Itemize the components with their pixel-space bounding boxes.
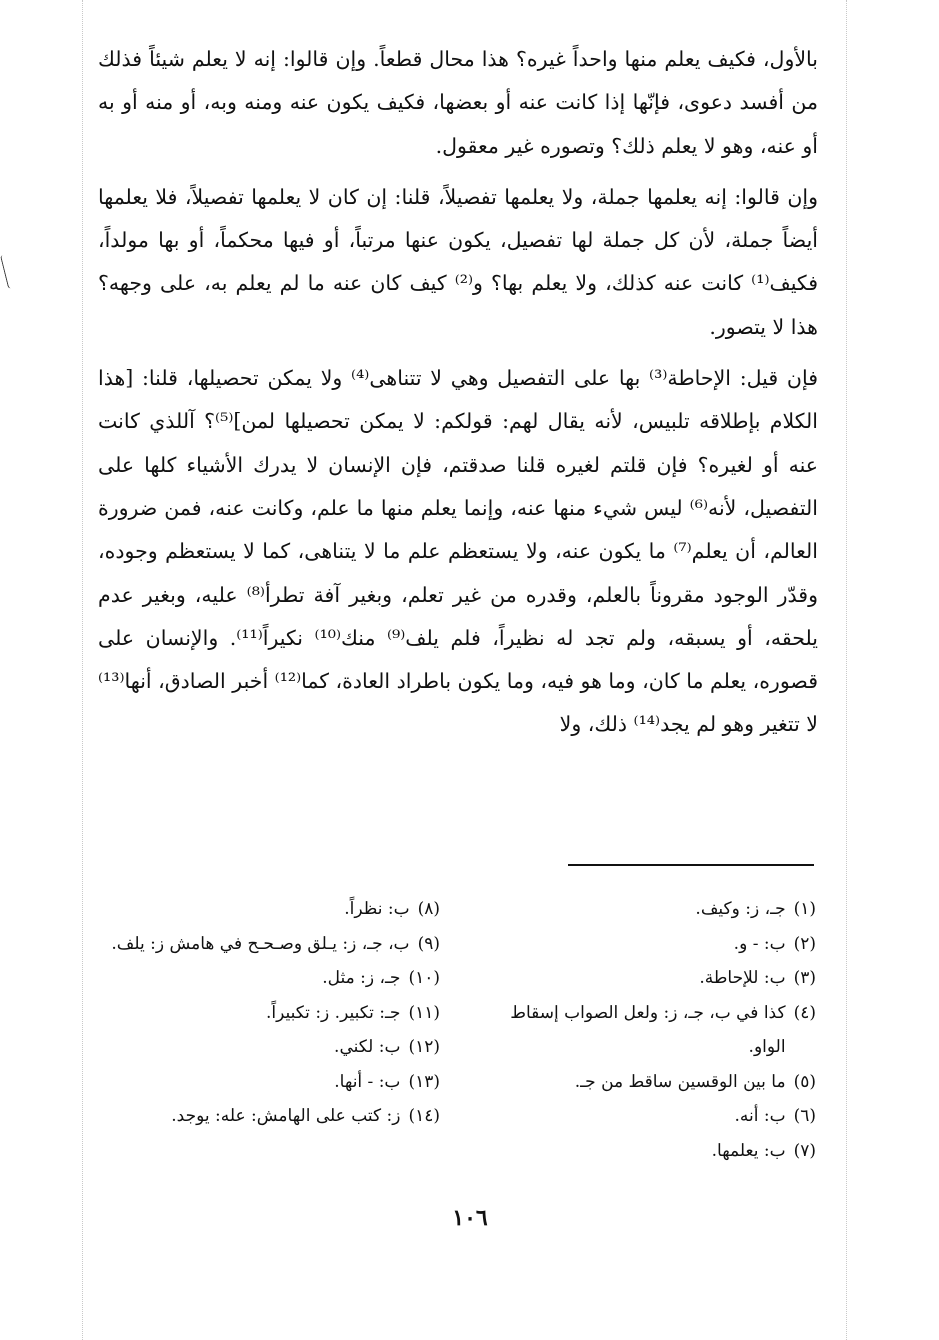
footnotes [110, 892, 816, 1168]
footnotes-left-column [110, 892, 440, 1168]
footnote-text: كذا في ب، جـ، ز: ولعل الصواب إسقاط الواو. [510, 1002, 786, 1057]
footnote [110, 892, 440, 927]
paragraph-1: بالأول، فكيف يعلم منها واحداً غيره؟ هذا محال قطعاً. وإن قالوا: إنه لا يعلم شيئاً فذلك من أفسد دعوى، فإنّها إذا كانت عنه أو بعضها، فكيف يكون عنه ومنه وبه، أو منه أو به أو عنه، وهو لا يعلم ذلك؟ وتصوره غير معقول. [98, 47, 818, 158]
footnotes-right-column [498, 892, 816, 1168]
footnote-number: (٦) [793, 1106, 816, 1126]
footnote-text: جـ، ز: وكيف. [695, 899, 786, 919]
footnote-text: ب: للإحاطة. [699, 968, 786, 988]
main-text [98, 38, 818, 747]
footnote [498, 1134, 816, 1169]
footnote [498, 927, 816, 962]
footnote [498, 961, 816, 996]
footnote-number: (٧) [793, 1140, 816, 1161]
footnote-text: ز: كتب على الهامش: عله: يوجد. [171, 1106, 401, 1126]
footnote [498, 1065, 816, 1100]
footnote [110, 1030, 440, 1065]
footnote-text: ما بين الوقسين ساقط من جـ. [574, 1071, 786, 1092]
footnote-number: (١٤) [408, 1106, 440, 1126]
footnote-number: (٤) [793, 1002, 816, 1023]
footnote-separator [568, 864, 814, 866]
footnote-number: (١) [793, 899, 816, 919]
footnote-text: جـ: تكبير. ز: تكبيراً. [266, 1002, 401, 1023]
footnote-number: (١٣) [408, 1071, 440, 1092]
paragraph-2: وإن قالوا: إنه يعلمها جملة، ولا يعلمها تفصيلاً، قلنا: إن كان لا يعلمها تفصيلاً، فلا يعلمها أيضاً جملة، لأن كل جملة لها تفصيل، يكون عنها مرتباً، أو فيها محكماً، أو بها مولداً، فكيف⁽¹⁾ كانت عنه كذلك، ولا يعلم بها؟ و⁽²⁾ كيف كان عنه ما لم يعلم به، على وجهه؟ هذا لا يتصور. [98, 184, 819, 339]
footnote [110, 1065, 440, 1100]
footnote-text: جـ، ز: مثل. [322, 968, 401, 988]
footnote-text: ب: - أنها. [334, 1071, 401, 1092]
footnote-text: ب: - و. [733, 933, 786, 954]
footnote [498, 996, 816, 1065]
page-number: ١٠٦ [452, 1205, 488, 1231]
footnote [110, 961, 440, 996]
footnote-number: (٣) [793, 968, 816, 988]
footnote-text: ب: يعلمها. [711, 1140, 786, 1161]
scan-edge-right [846, 0, 847, 1340]
footnote-text: ب: نظراً. [344, 899, 410, 919]
margin-pen-mark [0, 253, 19, 289]
footnote-text: ب، جـ، ز: يـلق وصـحـح في هامش ز: يلف. [111, 933, 410, 954]
footnote-number: (١٢) [408, 1037, 440, 1057]
footnote-text: ب: أنه. [734, 1106, 786, 1126]
paragraph-3: فإن قيل: الإحاطة⁽³⁾ بها على التفصيل وهي لا تتناهى⁽⁴⁾ ولا يمكن تحصيلها، قلنا: [هذا الكلام بإطلاقه تلبيس، لأنه يقال لهم: قولكم: لا يمكن تحصيلها لمن]⁽⁵⁾؟ آللذي كانت عنه أو لغيره؟ فإن قلتم لغيره قلنا صدقتم، فإن الإنسان لا يدرك الأشياء كلها على التفصيل، لأنه⁽⁶⁾ ليس شيء منها عنه، وإنما يعلم منها ما علم، وكانت عنه، فمن ضرورة العالم، أن يعلم⁽⁷⁾ ما يكون عنه، ولا يستعظم علم ما لا يتناهى، كما لا يستعظم وجوده، وقدّر الوجود مقروناً بالعلم، وقدره من غير تعلم، وبغير آفة تطرأ⁽⁸⁾ عليه، وبغير عدم يلحقه، أو يسبقه، ولم تجد له نظيراً، فلم يلف⁽⁹⁾ منك⁽¹⁰⁾ نكيراً⁽¹¹⁾. والإنسان على قصوره، يعلم ما كان، وما هو فيه، وما يكون باطراد العادة، كما⁽¹²⁾ أخبر الصادق، أنها⁽¹³⁾ لا تتغير وهو لم يجد⁽¹⁴⁾ ذلك، ولا [98, 366, 819, 737]
footnote-number: (١١) [408, 1002, 440, 1023]
footnote-number: (٨) [417, 899, 440, 919]
footnote-text: ب: لكني. [334, 1037, 401, 1057]
footnote [110, 927, 440, 962]
footnote [498, 1099, 816, 1134]
footnote-number: (٢) [793, 933, 816, 954]
footnote [110, 996, 440, 1031]
footnote [498, 892, 816, 927]
scan-edge-left [82, 0, 83, 1340]
footnote-number: (٥) [793, 1071, 816, 1092]
footnote-number: (١٠) [408, 968, 440, 988]
footnote [110, 1099, 440, 1134]
footnote-number: (٩) [417, 933, 440, 954]
